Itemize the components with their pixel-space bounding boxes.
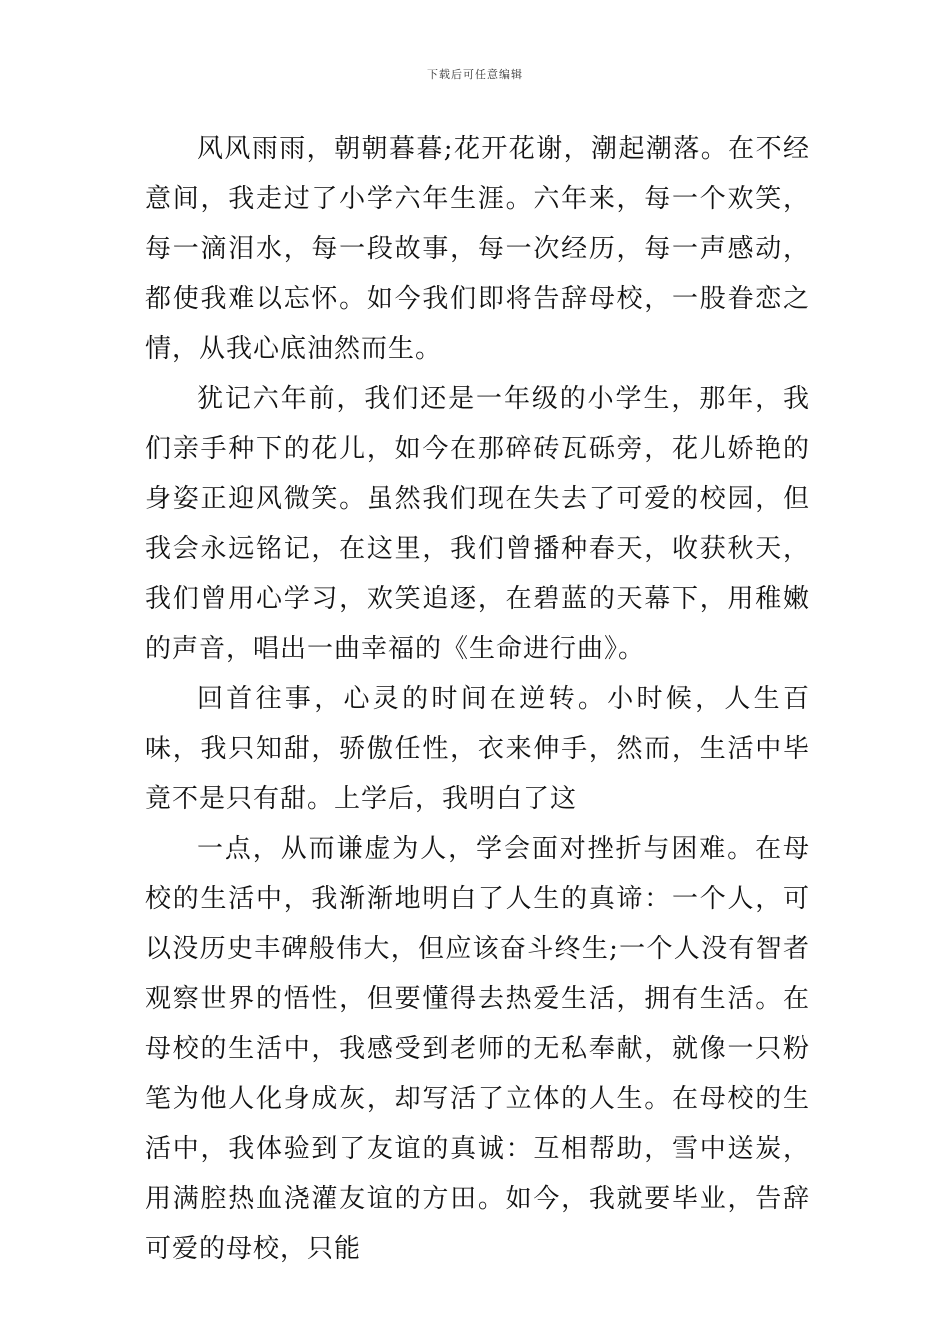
document-body (145, 124, 810, 1274)
paragraph-3: 回首往事，心灵的时间在逆转。小时候，人生百味，我只知甜，骄傲任性，衣来伸手，然而，生活中毕竟不是只有甜。上学后，我明白了这 (145, 684, 810, 814)
paragraph-4: 一点，从而谦虚为人，学会面对挫折与困难。在母校的生活中，我渐渐地明白了人生的真谛：一个人，可以没历史丰碑般伟大，但应该奋斗终生;一个人没有智者观察世界的悟性，但要懂得去热爱生活，拥有生活。在母校的生活中，我感受到老师的无私奉献，就像一只粉笔为他人化身成灰，却写活了立体的人生。在母校的生活中，我体验到了友谊的真诚：互相帮助，雪中送炭，用满腔热血浇灌友谊的方田。如今，我就要毕业，告辞可爱的母校，只能 (145, 834, 810, 1264)
page-header: 下载后可任意编辑 (427, 68, 523, 81)
paragraph-1: 风风雨雨，朝朝暮暮;花开花谢，潮起潮落。在不经意间，我走过了小学六年生涯。六年来，每一个欢笑，每一滴泪水，每一段故事，每一次经历，每一声感动，都使我难以忘怀。如今我们即将告辞母校，一股眷恋之情，从我心底油然而生。 (145, 134, 810, 364)
paragraph-2: 犹记六年前，我们还是一年级的小学生，那年，我们亲手种下的花儿，如今在那碎砖瓦砾旁，花儿娇艳的身姿正迎风微笑。虽然我们现在失去了可爱的校园，但我会永远铭记，在这里，我们曾播种春天，收获秋天，我们曾用心学习，欢笑追逐，在碧蓝的天幕下，用稚嫩的声音，唱出一曲幸福的《生命进行曲》。 (145, 384, 810, 664)
